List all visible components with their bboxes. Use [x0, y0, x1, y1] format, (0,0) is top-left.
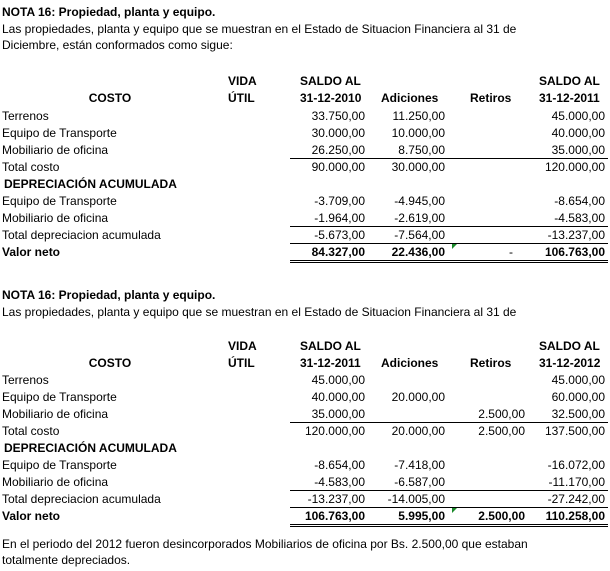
note2-row-adiciones: -7.418,00: [394, 458, 445, 472]
note2-title: NOTA 16: Propiedad, planta y equipo.: [2, 288, 216, 302]
note2-header-retiros: Retiros: [470, 356, 512, 370]
note2-row-saldo-ini: 45.000,00: [311, 373, 365, 387]
note1-row-adiciones: -2.619,00: [394, 211, 445, 225]
note1-row-adiciones: -7.564,00: [394, 228, 445, 242]
note2-row-label: Mobiliario de oficina: [2, 475, 109, 489]
note2-row-label: Equipo de Transporte: [2, 458, 117, 472]
note2-header-saldo-fin-1: SALDO AL: [539, 339, 600, 353]
note2-row-label: Valor neto: [2, 509, 61, 523]
note1-header-saldo-ini-1: SALDO AL: [300, 74, 361, 88]
note1-row-label: Valor neto: [2, 245, 61, 259]
note1-row-adiciones: 8.750,00: [398, 143, 445, 157]
footer-line1: En el periodo del 2012 fueron desincorporados Mobiliarios de oficina por Bs. 2.500,00 que estaban: [2, 537, 528, 551]
note2-row-label: Equipo de Transporte: [2, 390, 117, 404]
note2-row-saldo-fin: 32.500,00: [551, 407, 605, 421]
cell-comment-marker: [452, 508, 457, 513]
note2-header-adiciones: Adiciones: [381, 356, 439, 370]
note1-row-adiciones: 30.000,00: [391, 160, 445, 174]
note2-row-label: Terrenos: [2, 373, 49, 387]
note2-row-retiros: 2.500,00: [478, 509, 525, 523]
note1-header-adiciones: Adiciones: [381, 91, 439, 105]
note2-row-saldo-fin: 45.000,00: [551, 373, 605, 387]
note2-double-rule-b: [290, 526, 608, 527]
note2-double-rule-a: [290, 524, 608, 525]
note1-row-saldo-ini: 26.250,00: [311, 143, 365, 157]
note1-row-label: Mobiliario de oficina: [2, 211, 109, 225]
note2-row-saldo-ini: -8.654,00: [314, 458, 365, 472]
note1-row-saldo-fin: 120.000,00: [544, 160, 605, 174]
note1-header-retiros: Retiros: [470, 91, 512, 105]
note1-row-adiciones: -4.945,00: [394, 194, 445, 208]
note1-total-costo-top-rule: [290, 158, 608, 159]
note2-row-label: Total costo: [2, 424, 60, 438]
note1-row-saldo-fin: 35.000,00: [551, 143, 605, 157]
note2-header-costo: COSTO: [88, 356, 132, 370]
note2-row-saldo-ini: 106.763,00: [304, 509, 365, 523]
note2-row-saldo-ini: 35.000,00: [311, 407, 365, 421]
note1-header-costo: COSTO: [88, 91, 132, 105]
note2-row-adiciones: 20.000,00: [391, 390, 445, 404]
note1-row-saldo-fin: 40.000,00: [551, 126, 605, 140]
note1-row-label: Equipo de Transporte: [2, 126, 117, 140]
note1-row-label: Terrenos: [2, 109, 49, 123]
note1-row-saldo-ini: -3.709,00: [314, 194, 365, 208]
footer-line2: totalmente depreciados.: [2, 553, 131, 567]
note1-double-rule-a: [290, 260, 608, 261]
note1-total-dep-top-rule: [290, 226, 608, 227]
note1-row-retiros: -: [509, 245, 513, 259]
note1-row-saldo-fin: -13.237,00: [547, 228, 605, 242]
note1-header-vida: VIDA: [228, 74, 257, 88]
note2-row-saldo-fin: 137.500,00: [544, 424, 605, 438]
note2-depreciation-heading: DEPRECIACIÓN ACUMULADA: [4, 441, 177, 455]
note1-header-saldo-ini-2: 31-12-2010: [300, 91, 362, 105]
note1-depreciation-heading: DEPRECIACIÓN ACUMULADA: [4, 177, 177, 191]
note2-header-saldo-ini-1: SALDO AL: [300, 339, 361, 353]
note2-row-adiciones: -6.587,00: [394, 475, 445, 489]
note2-row-adiciones: -14.005,00: [387, 492, 445, 506]
note2-row-adiciones: 20.000,00: [391, 424, 445, 438]
note1-title: NOTA 16: Propiedad, planta y equipo.: [2, 5, 216, 19]
note1-row-saldo-ini: 33.750,00: [311, 109, 365, 123]
note2-valor-neto-top-rule: [290, 507, 608, 508]
note2-row-retiros: 2.500,00: [478, 407, 525, 421]
cell-comment-marker: [452, 244, 457, 249]
note1-row-label: Equipo de Transporte: [2, 194, 117, 208]
note1-row-saldo-fin: 45.000,00: [551, 109, 605, 123]
note1-row-saldo-fin: -4.583,00: [554, 211, 605, 225]
note1-row-saldo-fin: 106.763,00: [544, 245, 605, 259]
note2-row-saldo-ini: 120.000,00: [304, 424, 365, 438]
note1-intro-line1: Las propiedades, planta y equipo que se muestran en el Estado de Situacion Financiera al 31 de: [2, 22, 517, 36]
note2-row-saldo-ini: 40.000,00: [311, 390, 365, 404]
note1-double-rule-b: [290, 262, 608, 263]
note1-row-saldo-fin: -8.654,00: [554, 194, 605, 208]
note1-row-saldo-ini: 90.000,00: [311, 160, 365, 174]
note1-header-util: ÚTIL: [228, 91, 255, 105]
note2-row-label: Total depreciacion acumulada: [2, 492, 161, 506]
note1-row-saldo-ini: -5.673,00: [314, 228, 365, 242]
note2-row-label: Mobiliario de oficina: [2, 407, 109, 421]
note2-row-saldo-ini: -4.583,00: [314, 475, 365, 489]
note1-row-saldo-ini: 30.000,00: [311, 126, 365, 140]
note2-header-saldo-ini-2: 31-12-2011: [300, 356, 361, 370]
note2-header-vida: VIDA: [228, 339, 257, 353]
note1-row-label: Total depreciacion acumulada: [2, 228, 161, 242]
note2-total-costo-top-rule: [290, 422, 608, 423]
note1-intro-line2: Diciembre, están conformados como sigue:: [2, 38, 233, 52]
note2-row-adiciones: 5.995,00: [398, 509, 445, 523]
note2-row-retiros: 2.500,00: [478, 424, 525, 438]
note2-total-dep-top-rule: [290, 490, 608, 491]
note1-row-saldo-ini: 84.327,00: [311, 245, 365, 259]
note1-row-adiciones: 10.000,00: [391, 126, 445, 140]
note1-row-label: Total costo: [2, 160, 60, 174]
note1-row-adiciones: 11.250,00: [392, 109, 445, 123]
note2-row-saldo-fin: -11.170,00: [548, 475, 605, 489]
note2-row-saldo-ini: -13.237,00: [307, 492, 365, 506]
note1-row-saldo-ini: -1.964,00: [314, 211, 365, 225]
note2-intro-line1: Las propiedades, planta y equipo que se muestran en el Estado de Situacion Financiera al 31 de: [2, 305, 517, 319]
note1-header-saldo-fin-2: 31-12-2011: [539, 91, 600, 105]
note1-header-saldo-fin-1: SALDO AL: [539, 74, 600, 88]
note2-header-saldo-fin-2: 31-12-2012: [539, 356, 601, 370]
note1-valor-neto-top-rule: [290, 243, 608, 244]
note1-row-adiciones: 22.436,00: [391, 245, 445, 259]
note2-row-saldo-fin: -27.242,00: [547, 492, 605, 506]
note2-row-saldo-fin: 110.258,00: [545, 509, 605, 523]
note2-row-saldo-fin: 60.000,00: [551, 390, 605, 404]
note1-row-label: Mobiliario de oficina: [2, 143, 109, 157]
note2-row-saldo-fin: -16.072,00: [547, 458, 605, 472]
note2-header-util: ÚTIL: [228, 356, 255, 370]
